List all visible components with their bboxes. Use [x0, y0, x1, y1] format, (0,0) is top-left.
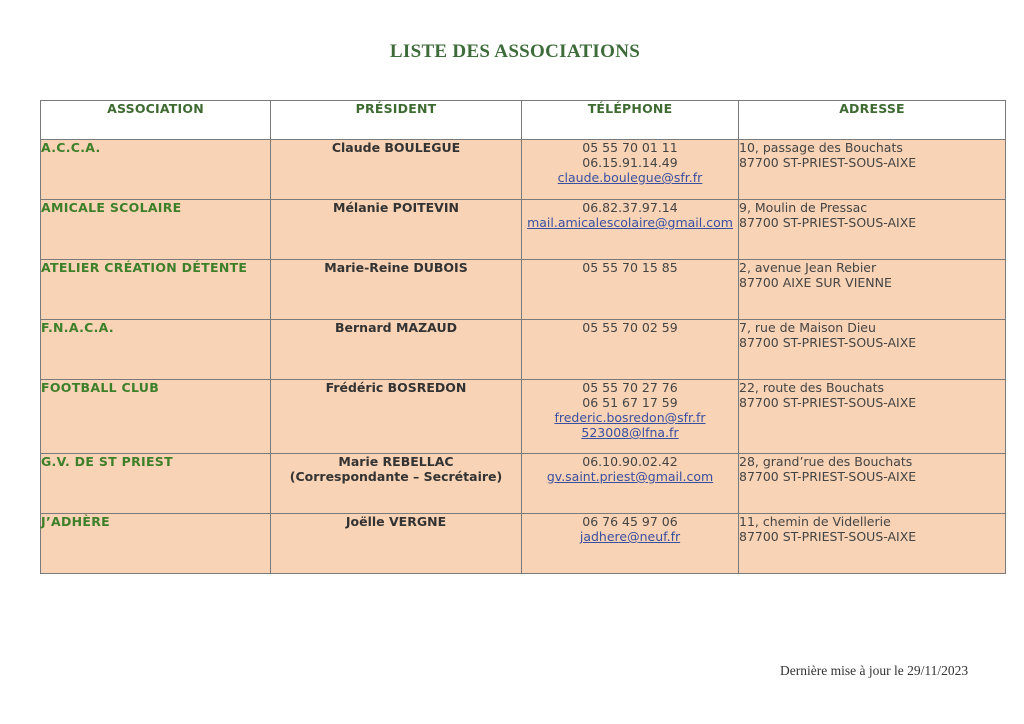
email-link[interactable]: gv.saint.priest@gmail.com — [546, 469, 714, 484]
column-header-telephone: TÉLÉPHONE — [522, 101, 739, 140]
telephone-cell — [522, 514, 739, 574]
president-cell — [271, 260, 522, 320]
association-name: FOOTBALL CLUB — [41, 380, 271, 454]
telephone-cell — [522, 454, 739, 514]
address-cell — [739, 200, 1006, 260]
address-cell — [739, 320, 1006, 380]
street-address: 9, Moulin de Pressac — [739, 200, 868, 215]
last-updated-note: Dernière mise à jour le 29/11/2023 — [780, 663, 969, 678]
table-row — [41, 140, 1006, 200]
president-name: Bernard MAZAUD — [335, 320, 457, 335]
president-cell — [271, 140, 522, 200]
association-name: AMICALE SCOLAIRE — [41, 200, 271, 260]
phone-number: 06.10.90.02.42 — [582, 454, 678, 469]
postal-city: 87700 ST-PRIEST-SOUS-AIXE — [739, 335, 917, 350]
postal-city: 87700 ST-PRIEST-SOUS-AIXE — [739, 529, 917, 544]
president-name: Claude BOULEGUE — [331, 140, 461, 155]
president-cell — [271, 380, 522, 454]
street-address: 10, passage des Bouchats — [739, 140, 903, 155]
street-address: 7, rue de Maison Dieu — [739, 320, 876, 335]
email-link[interactable]: mail.amicalescolaire@gmail.com — [527, 215, 733, 230]
telephone-cell — [522, 380, 739, 454]
address-cell — [739, 514, 1006, 574]
street-address: 28, grand’rue des Bouchats — [739, 454, 913, 469]
association-name: ATELIER CRÉATION DÉTENTE — [41, 260, 271, 320]
column-header-president: PRÉSIDENT — [271, 101, 522, 140]
postal-city: 87700 ST-PRIEST-SOUS-AIXE — [739, 155, 917, 170]
president-name: Frédéric BOSREDON — [325, 380, 467, 395]
phone-number: 06 76 45 97 06 — [582, 514, 678, 529]
table-row — [41, 200, 1006, 260]
postal-city: 87700 ST-PRIEST-SOUS-AIXE — [739, 395, 917, 410]
phone-number: 06.15.91.14.49 — [582, 155, 678, 170]
street-address: 11, chemin de Videllerie — [739, 514, 891, 529]
address-cell — [739, 380, 1006, 454]
president-role: (Correspondante – Secrétaire) — [289, 469, 503, 484]
telephone-cell — [522, 200, 739, 260]
phone-number: 05 55 70 02 59 — [582, 320, 678, 335]
postal-city: 87700 AIXE SUR VIENNE — [739, 275, 892, 290]
postal-city: 87700 ST-PRIEST-SOUS-AIXE — [739, 469, 917, 484]
phone-number: 06 51 67 17 59 — [582, 395, 678, 410]
association-name: J’ADHÈRE — [41, 514, 271, 574]
phone-number: 06.82.37.97.14 — [582, 200, 678, 215]
associations-table — [40, 100, 1006, 574]
address-cell — [739, 140, 1006, 200]
president-cell — [271, 320, 522, 380]
association-name: A.C.C.A. — [41, 140, 271, 200]
email-link[interactable]: 523008@lfna.fr — [581, 425, 679, 440]
table-row — [41, 514, 1006, 574]
president-cell — [271, 514, 522, 574]
column-header-adresse: ADRESSE — [739, 101, 1006, 140]
president-name: Marie REBELLAC — [338, 454, 454, 469]
street-address: 22, route des Bouchats — [739, 380, 884, 395]
page-title: LISTE DES ASSOCIATIONS — [389, 41, 641, 62]
telephone-cell — [522, 320, 739, 380]
president-cell — [271, 200, 522, 260]
table-row — [41, 380, 1006, 454]
telephone-cell — [522, 260, 739, 320]
telephone-cell — [522, 140, 739, 200]
phone-number: 05 55 70 15 85 — [582, 260, 678, 275]
president-name: Mélanie POITEVIN — [333, 200, 459, 215]
table-row — [41, 320, 1006, 380]
street-address: 2, avenue Jean Rebier — [739, 260, 877, 275]
address-cell — [739, 260, 1006, 320]
president-name: Joëlle VERGNE — [345, 514, 447, 529]
association-name: F.N.A.C.A. — [41, 320, 271, 380]
phone-number: 05 55 70 27 76 — [582, 380, 678, 395]
email-link[interactable]: frederic.bosredon@sfr.fr — [554, 410, 706, 425]
email-link[interactable]: jadhere@neuf.fr — [579, 529, 681, 544]
email-link[interactable]: claude.boulegue@sfr.fr — [557, 170, 703, 185]
phone-number: 05 55 70 01 11 — [582, 140, 678, 155]
table-header-row — [41, 101, 1006, 140]
table-body — [41, 140, 1006, 574]
association-name: G.V. DE ST PRIEST — [41, 454, 271, 514]
address-cell — [739, 454, 1006, 514]
table-row — [41, 260, 1006, 320]
president-name: Marie-Reine DUBOIS — [324, 260, 468, 275]
column-header-association: ASSOCIATION — [41, 101, 271, 140]
table-row — [41, 454, 1006, 514]
president-cell — [271, 454, 522, 514]
postal-city: 87700 ST-PRIEST-SOUS-AIXE — [739, 215, 917, 230]
